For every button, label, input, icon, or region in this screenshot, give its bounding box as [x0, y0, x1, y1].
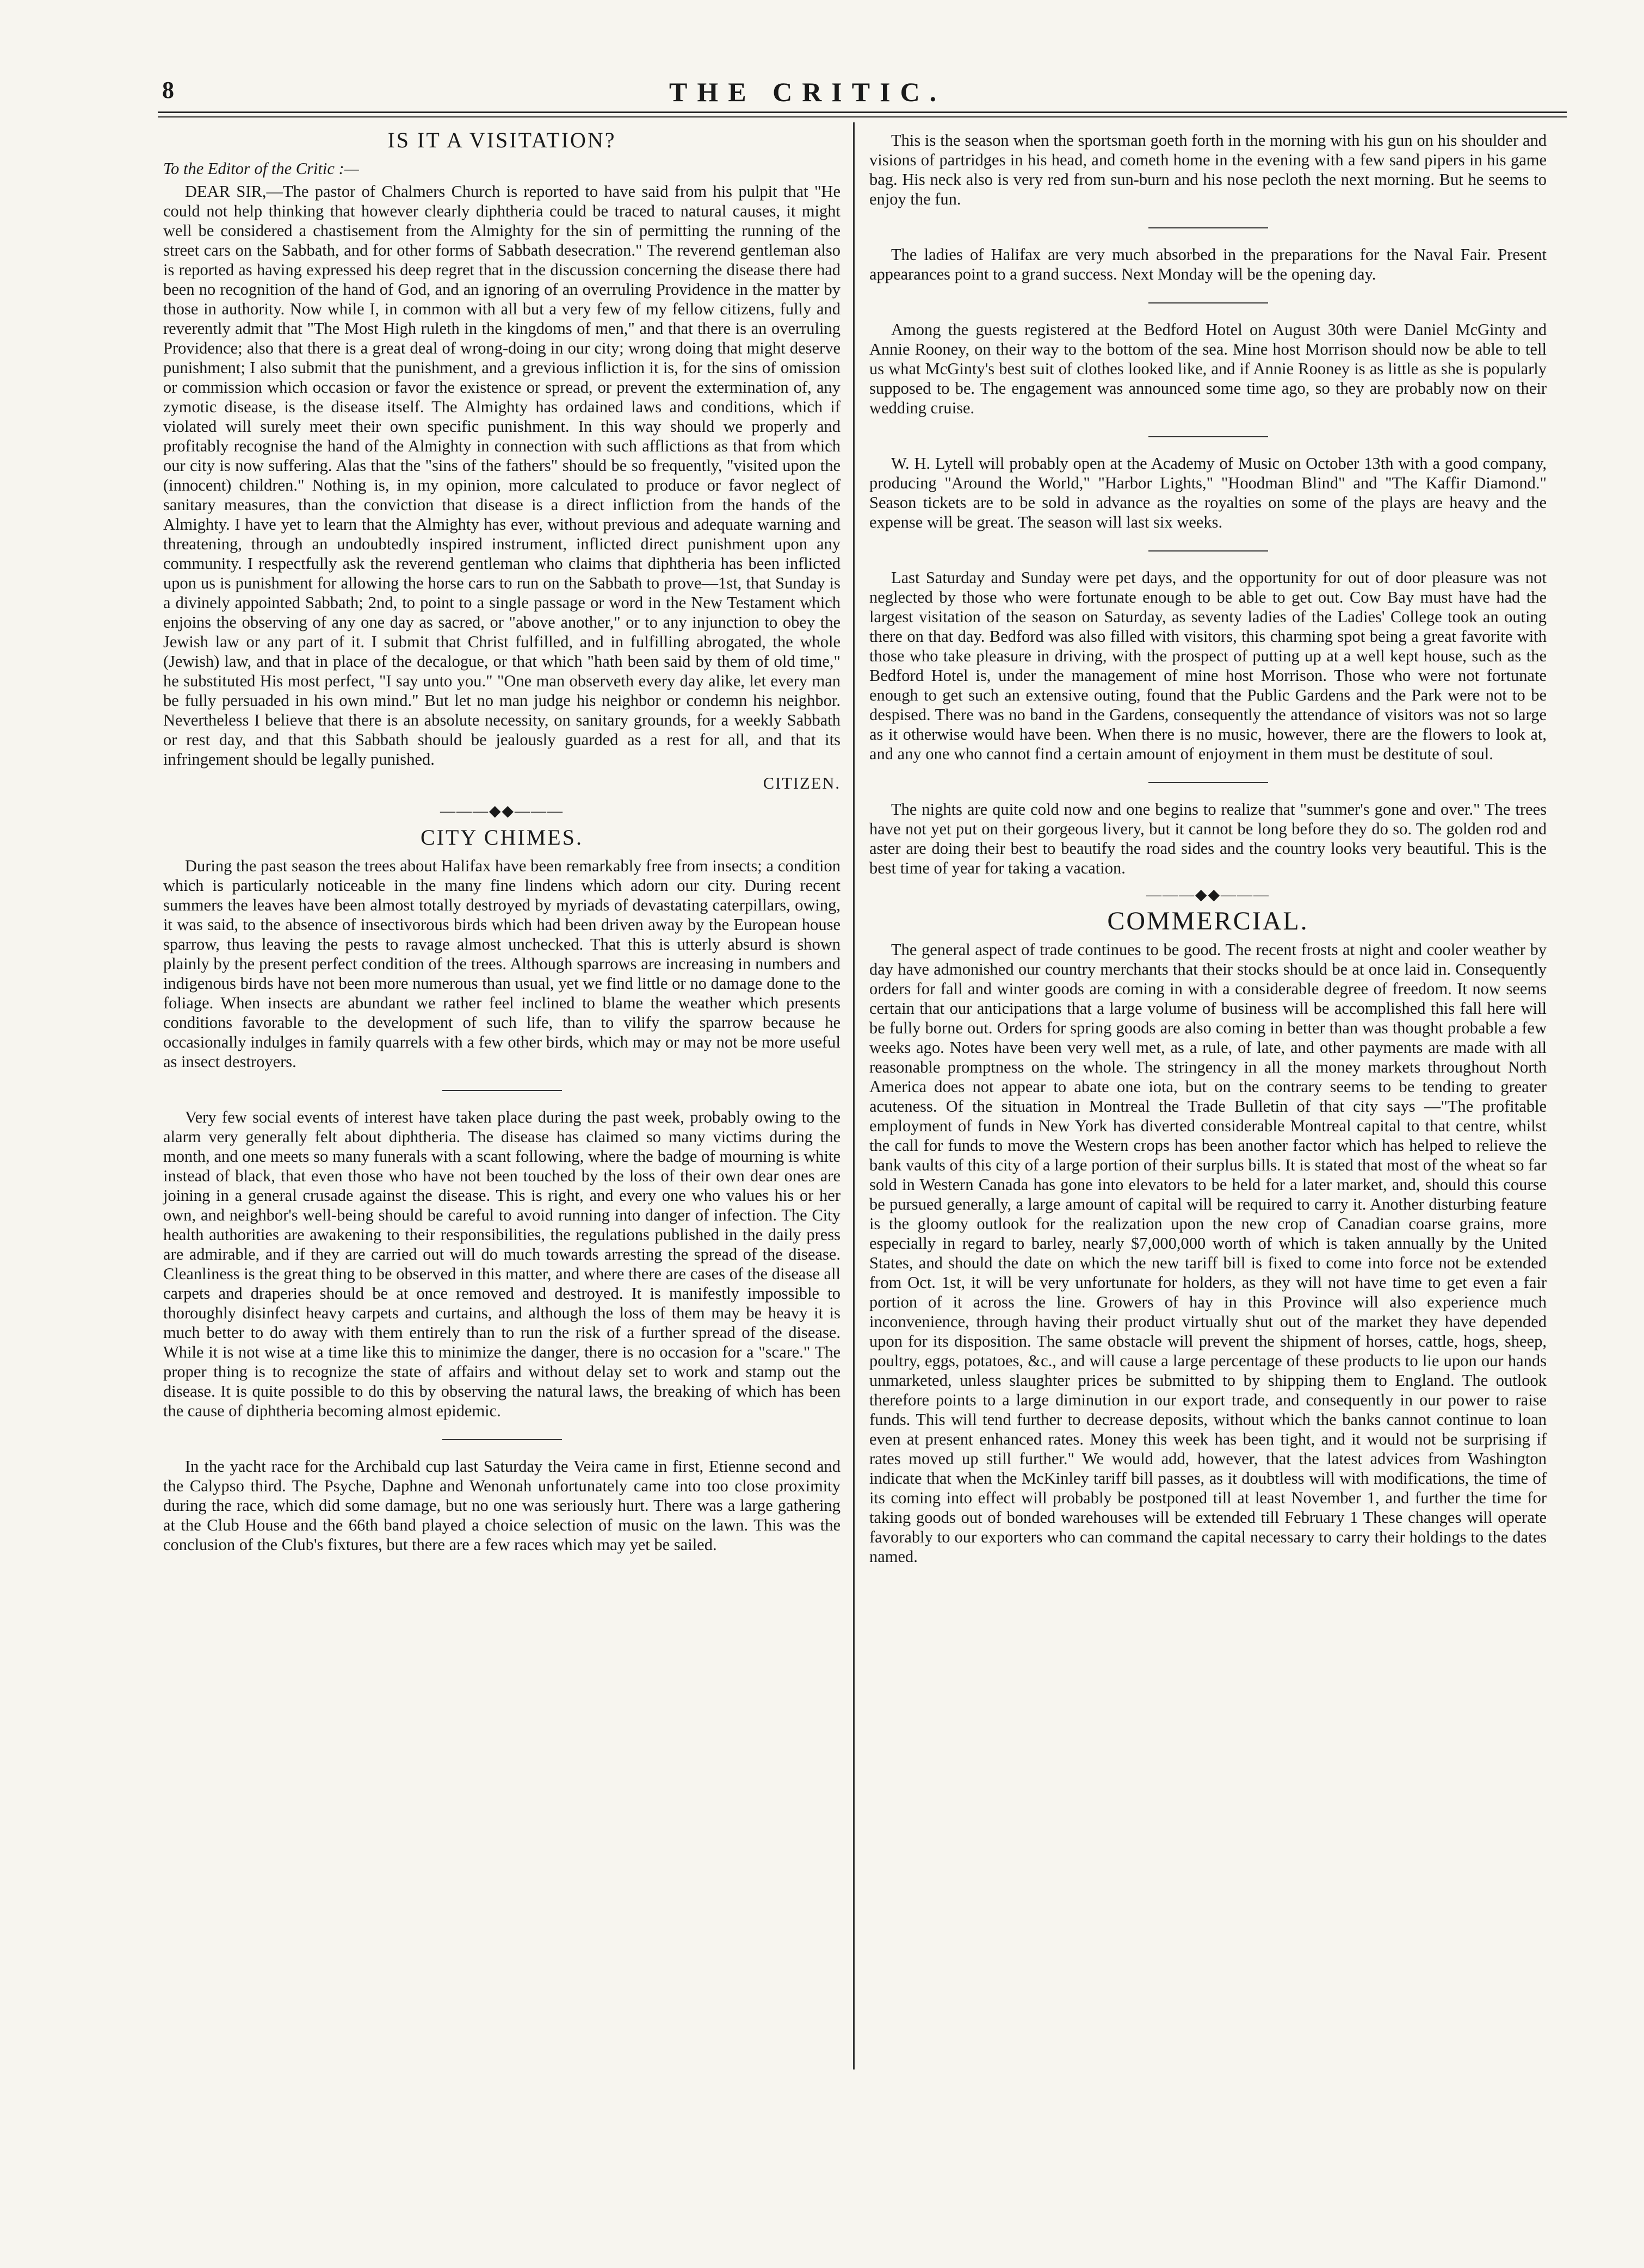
- chimes-paragraph: This is the season when the sportsman goeth forth in the morning with his gun on his shoulder and visions of partridges in his head, and cometh home in the evening with a few sand pipers in his game bag. His neck also is very red from sun-burn and his nose pecloth the next morning. But he seems to enjoy the fun.: [869, 131, 1547, 208]
- right-column: [869, 131, 1547, 1566]
- left-column: [163, 128, 840, 1554]
- chimes-paragraph: Among the guests registered at the Bedford Hotel on August 30th were Daniel McGinty and Annie Rooney, on their way to the bottom of the sea. Mine host Morrison should now be able to tell us what McGinty's best suit of clothes looked like, and if Annie Rooney is as little as she is popularly supposed to be. The engagement was announced some time ago, so they are probably now on their wedding cruise.: [869, 320, 1547, 417]
- section-ornament: ———◆◆———: [440, 803, 564, 820]
- header-rule: [158, 111, 1567, 113]
- page-number: 8: [162, 77, 174, 103]
- city-chimes-title: CITY CHIMES.: [421, 825, 583, 850]
- section-ornament: ———◆◆———: [1146, 887, 1270, 903]
- paragraph-divider: [1148, 436, 1268, 437]
- paragraph-divider: [442, 1090, 562, 1091]
- visitation-signature: CITIZEN.: [763, 774, 840, 792]
- commercial-paragraph: The general aspect of trade continues to be good. The recent frosts at night and cooler weather by day have admonished our country merchants that their stocks should be at once laid in. Consequently orders for fall and winter goods are coming in with a considerable degree of freedom. It now seems certain that our anticipations that a large volume of business will be accomplished this fall here will be fully borne out. Orders for spring goods are also coming in better than was thought probable a few weeks ago. Notes have been very well met, as a rule, of late, and other payments are made with all reasonable promptness on the whole. The stringency in all the money markets throughout North America does not appear to abate one iota, but on the contrary seems to be tending to greater acuteness. Of the situation in Montreal the Trade Bulletin of that city says —"The profitable employment of funds in New York has diverted considerable Montreal capital to that centre, whilst the call for funds to move the Western crops has been another factor which has helped to relieve the bank vaults of this city of a large portion of their surplus bills. It is stated that most of the wheat so far sold in Western Canada has gone into elevators to be held for a later market, and, should this course be pursued generally, a large amount of capital will be required to carry it. Another disturbing feature is the gloomy outlook for the realization upon the new crop of Canadian coarse grains, more especially in regard to barley, nearly $7,000,000 worth of which is taken annually by the United States, and should the date on which the new tariff bill is fixed to come into force not be extended from Oct. 1st, it will be very unfortunate for holders, as they will not have time to get even a fair portion of it across the line. Growers of hay in this Province will also experience much inconvenience, through having their product virtually shut out of the market they have depended upon for its disposition. The same obstacle will prevent the shipment of horses, cattle, hogs, sheep, poultry, eggs, potatoes, &c., and will cause a large percentage of these products to lie upon our hands unmarketed, unless slaughter prices be submitted to by shipping them to England. The outlook therefore points to a large diminution in our export trade, and consequently in our power to raise funds. This will tend further to decrease deposits, without which the banks cannot continue to loan even at present enhanced rates. Money this week has been tight, and it would not be surprising if rates moved up still further." We would add, however, that the latest advices from Washington indicate that when the McKinley tariff bill passes, as it doubtless will with modifications, the time of its coming into effect will probably be postponed till at least November 1, and further the time for taking goods out of bonded warehouses will be extended till February 1 These changes will operate favorably to our exporters who can command the capital necessary to carry their holdings to the dates named.: [869, 940, 1547, 1566]
- header-rule-secondary: [158, 116, 1567, 117]
- city-chimes-paragraph: In the yacht race for the Archibald cup last Saturday the Veira came in first, Etienne second and the Calypso third. The Psyche, Daphne and Wenonah unfortunately came into too close proximity during the race, which did some damage, but no one was seriously hurt. There was a large gathering at the Club House and the 66th band played a choice selection of music on the lawn. This was the conclusion of the Club's fixtures, but there are a few races which may yet be sailed.: [163, 1457, 840, 1554]
- visitation-title: IS IT A VISITATION?: [387, 128, 616, 152]
- chimes-paragraph: W. H. Lytell will probably open at the Academy of Music on October 13th with a good company, producing "Around the World," "Harbor Lights," "Hoodman Blind" and "The Kaffir Diamond." Season tickets are to be sold in advance as the royalties on some of the plays are heavy and the expense will be great. The season will last six weeks.: [869, 454, 1547, 531]
- column-divider: [853, 122, 855, 2069]
- paragraph-divider: [442, 1439, 562, 1440]
- chimes-paragraph: The ladies of Halifax are very much absorbed in the preparations for the Naval Fair. Present appearances point to a grand success. Next Monday will be the opening day.: [869, 245, 1547, 283]
- paragraph-divider: [1148, 550, 1268, 551]
- visitation-letter: DEAR SIR,—The pastor of Chalmers Church is reported to have said from his pulpit that "He could not help thinking that however clearly diphtheria could be traced to natural causes, it might well be considered a chastisement from the Almighty for the sin of permitting the running of the street cars on the Sabbath, and for other forms of Sabbath desecration." The reverend gentleman also is reported as having expressed his deep regret that in the discussion concerning the disease there had been no recognition of the hand of God, and an ignoring of an overruling Providence in the matter by those in authority. Now while I, in common with all but a very few of my fellow citizens, fully and reverently admit that "The Most High ruleth in the kingdoms of men," and that there is an overruling Providence; also that there is a great deal of wrong-doing in our city; wrong doing that might deserve punishment; I also submit that the punishment, and a grevious infliction it is, for the sins of omission or commission which occasion or favor the existence or spread, or prevent the extermination of, any zymotic disease, is the disease itself. The Almighty has ordained laws and conditions, which if violated will surely meet their own specific punishment. In this way should we properly and profitably recognise the hand of the Almighty in connection with such afflictions as that from which our city is now suffering. Alas that the "sins of the fathers" should be so frequently, "visited upon the (innocent) children." Nothing is, in my opinion, more calculated to produce or favor neglect of sanitary measures, than the conviction that disease is a direct infliction from the hands of the Almighty. I have yet to learn that the Almighty has ever, without previous and adequate warning and threatening, through an undoubtedly inspired instrument, inflicted direct punishment upon any community. I respectfully ask the reverend gentleman who claims that diphtheria has been inflicted upon us is punishment for allowing the horse cars to run on the Sabbath to prove—1st, that Sunday is a divinely appointed Sabbath; 2nd, to point to a single passage or word in the New Testament which enjoins the observing of any one day as sacred, or "above another," or to any injunction to obey the Jewish law or any part of it. I submit that Christ fulfilled, and in fulfilling abrogated, the whole (Jewish) law, and that in place of the decalogue, or that which "hath been said by them of old time," he substituted His most perfect, "I say unto you." "One man observeth every day alike, let every man be fully persuaded in his own mind." But let no man judge his neighbor or condemn his neighbor. Nevertheless I believe that there is an absolute necessity, on sanitary grounds, for a weekly Sabbath or rest day, and that this Sabbath should be jealously guarded as a rest for all, and that its infringement should be legally punished.: [163, 182, 840, 769]
- visitation-salutation: To the Editor of the Critic :—: [163, 159, 359, 178]
- commercial-title: COMMERCIAL.: [1107, 907, 1309, 935]
- paragraph-divider: [1148, 302, 1268, 303]
- chimes-paragraph: Last Saturday and Sunday were pet days, and the opportunity for out of door pleasure was not neglected by those who were fortunate enough to be able to get out. Cow Bay must have had the largest visitation of the season on Saturday, as seventy ladies of the Ladies' College took an outing there on that day. Bedford was also filled with visitors, this charming spot being a great favorite with those who take pleasure in driving, with the prospect of putting up at a well kept house, such as the Bedford Hotel is, under the management of mine host Morrison. Those who were not fortunate enough to get such an extensive outing, found that the Public Gardens and the Park were not to be despised. There was no band in the Gardens, consequently the attendance of visitors was not so large as it otherwise would have been. When there is no music, however, there are the flowers to look at, and any one who cannot find a certain amount of enjoyment in them must be destitute of soul.: [869, 568, 1547, 763]
- paragraph-divider: [1148, 782, 1268, 783]
- city-chimes-paragraph: Very few social events of interest have taken place during the past week, probably owing to the alarm very generally felt about diphtheria. The disease has claimed so many victims during the month, and one meets so many funerals with a scant following, where the badge of mourning is white instead of black, that even those who have not been touched by the loss of their own dear ones are joining in a general crusade against the disease. This is right, and every one who values his or her own, and neighbor's well-being should be careful to avoid running into danger of infection. The City health authorities are awakening to their responsibilities, the regulations published in the daily press are admirable, and if they are carried out will do much towards arresting the spread of the disease. Cleanliness is the great thing to be observed in this matter, and where there are cases of the disease all carpets and draperies should be at once removed and destroyed. It is manifestly impossible to thoroughly disinfect heavy carpets and curtains, and although the loss of them may be heavy it is much better to do away with them entirely than to run the risk of a further spread of the disease. While it is not wise at a time like this to minimize the danger, there is no occasion for a "scare." The proper thing is to recognize the state of affairs and without delay set to work and stamp out the disease. It is quite possible to do this by observing the natural laws, the breaking of which has been the cause of diphtheria becoming almost epidemic.: [163, 1108, 840, 1420]
- masthead: THE CRITIC.: [669, 77, 947, 107]
- paragraph-divider: [1148, 227, 1268, 228]
- chimes-paragraph: The nights are quite cold now and one begins to realize that "summer's gone and over." The trees have not yet put on their gorgeous livery, but it cannot be long before they do so. The golden rod and aster are doing their best to beautify the road sides and the country looks very beautiful. This is the best time of year for taking a vacation.: [869, 800, 1547, 877]
- city-chimes-paragraph: During the past season the trees about Halifax have been remarkably free from insects; a condition which is particularly noticeable in the many fine lindens which adorn our city. During recent summers the leaves have been almost totally destroyed by myriads of devastating caterpillars, owing, it was said, to the absence of insectivorous birds which had been driven away by the European house sparrow, thus leaving the pests to ravage almost unchecked. That this is utterly absurd is shown plainly by the present perfect condition of the trees. Although sparrows are increasing in numbers and indigenous birds have not been more numerous than usual, yet we find little or no damage done to the foliage. When insects are abundant we rather feel inclined to blame the weather which presents conditions favorable to the development of such life, than to vilify the sparrow because he occasionally indulges in family quarrels with a few other birds, which may or may not be more useful as insect destroyers.: [163, 857, 840, 1071]
